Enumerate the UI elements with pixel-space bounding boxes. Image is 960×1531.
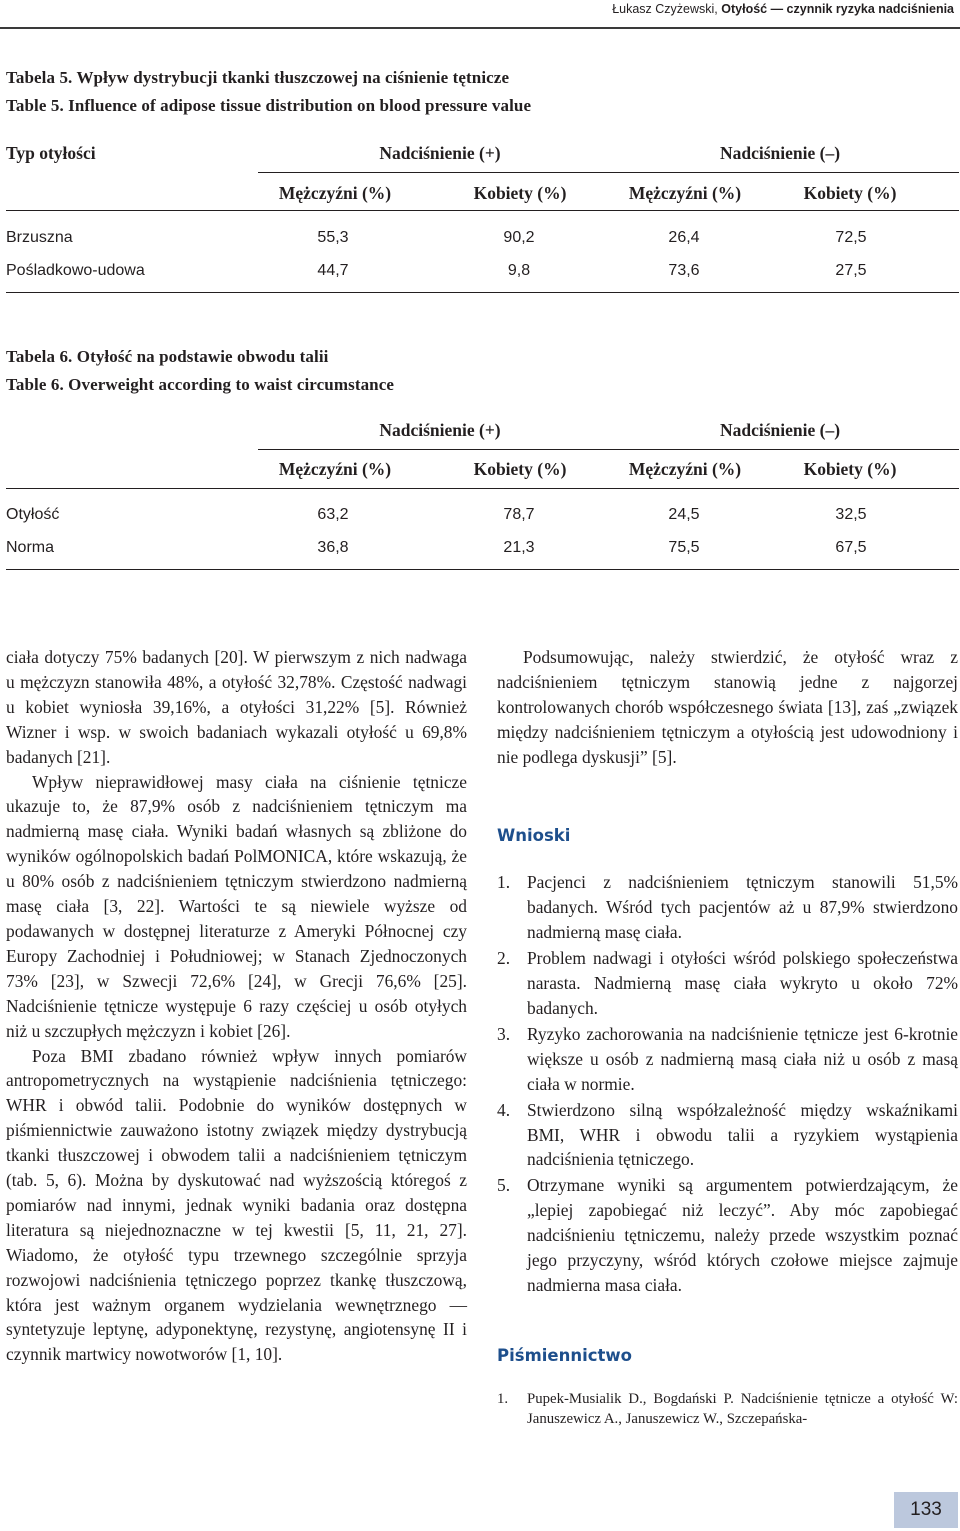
references-heading: Piśmiennictwo xyxy=(497,1345,633,1365)
table5-bottom-rule xyxy=(6,292,959,293)
table5-cell: 55,3 xyxy=(317,229,349,246)
list-number: 2. xyxy=(497,948,511,969)
table5-header-rule xyxy=(258,172,959,173)
table6-caption-en: Table 6. Overweight according to waist circumstance xyxy=(6,375,395,394)
table6-cell: 36,8 xyxy=(317,539,349,556)
list-number: 1. xyxy=(497,872,511,893)
list-number: 3. xyxy=(497,1023,511,1044)
table5-cell: 27,5 xyxy=(835,262,867,279)
list-item xyxy=(497,1173,958,1298)
body-left-column xyxy=(6,645,467,1367)
list-number: 5. xyxy=(497,1175,511,1196)
table5-cell: 26,4 xyxy=(668,229,700,246)
table6-cell: 24,5 xyxy=(668,506,700,523)
table6-header-rule xyxy=(258,449,959,450)
table5-row-label: Pośladkowo-udowa xyxy=(6,262,145,279)
table6-cell: 75,5 xyxy=(668,539,700,556)
table5-caption-pl: Tabela 5. Wpływ dystrybucji tkanki tłuszczowej na ciśnienie tętnicze xyxy=(6,68,510,87)
table6-bottom-rule xyxy=(6,569,959,570)
list-item xyxy=(497,1022,958,1097)
list-item xyxy=(497,870,958,945)
paragraph: ciała dotyczy 75% badanych [20]. W pierwszym z nich nadwaga u mężczyzn stanowiła 48%, a otyłość 32,78%. Częstość nadwagi u kobiet wyniosła 39,16%, a otyłości 31,22% [5]. Również Wizner i wsp. w swoich badaniach wykazali otyłość u 69,8% badanych [21]. xyxy=(6,647,467,767)
paragraph: Podsumowując, należy stwierdzić, że otyłość wraz z nadciśnieniem tętniczym stanowią jedne z najgorzej kontrolowanych chorób współczesnego świata [13], zaś „związek między nadciśnieniem tętniczym a otyłością jest udowodniony i nie podlega dyskusji” [5]. xyxy=(497,647,958,767)
table5-cell: 44,7 xyxy=(317,262,349,279)
table6-sub-k-neg: Kobiety (%) xyxy=(803,459,897,479)
table6-caption-pl: Tabela 6. Otyłość na podstawie obwodu talii xyxy=(6,347,329,366)
paragraph: Wpływ nieprawidłowej masy ciała na ciśnienie tętnicze ukazuje to, że 87,9% osób z nadciśnieniem tętniczym ma nadmierną masę ciała. Wyniki badań własnych są zbliżone do wyników ogólnopolskich badań PolMONICA, które wskazują, że u 80% osób z nadciśnieniem tętniczym stwierdzono nadmierną masę ciała [3, 22]. Wartości te są niewiele wyższe od podawanych w dostępnej literaturze z Ameryki Północnej czy Europy Zachodniej i Południowej; w Stanach Zjednoczonych 73% [23], w Szwecji 72,6% [24], w Grecji 76,6% [25]. Nadciśnienie tętnicze występuje 6 razy częściej u osób otyłych niż u szczupłych mężczyzn i kobiet [26]. xyxy=(6,771,467,1041)
table5-sub-m-pos: Mężczyźni (%) xyxy=(278,183,392,203)
table5-row-label: Brzuszna xyxy=(6,229,73,246)
header-title: Otyłość — czynnik ryzyka nadciśnienia xyxy=(721,2,954,16)
list-text: Ryzyko zachorowania na nadciśnienie tętnicze jest 6-krotnie większe u osób z nadmierną masą ciała niż u osób z masą ciała w normie. xyxy=(527,1023,958,1094)
list-text: Pacjenci z nadciśnieniem tętniczym stanowili 51,5% badanych. Wśród tych pacjentów aż u 87,9% stwierdzono nadmierną masę ciała. xyxy=(527,872,958,943)
table5-sub-k-pos: Kobiety (%) xyxy=(473,183,567,203)
table5-cell: 9,8 xyxy=(507,262,531,279)
table6-cell: 63,2 xyxy=(317,506,349,523)
table6-sub-m-pos: Mężczyźni (%) xyxy=(278,459,392,479)
table5-body-rule xyxy=(6,210,959,211)
table6-group-pos: Nadciśnienie (+) xyxy=(379,420,501,440)
table5-caption-en: Table 5. Influence of adipose tissue distribution on blood pressure value xyxy=(6,96,532,115)
body-right-column xyxy=(497,645,958,1429)
table5-group-pos: Nadciśnienie (+) xyxy=(379,143,501,163)
list-item xyxy=(497,1098,958,1173)
list-text: Problem nadwagi i otyłości wśród polskiego społeczeństwa narasta. Nadmierną masę ciała wykryto u około 72% badanych. xyxy=(527,948,958,1018)
table5-cell: 72,5 xyxy=(835,229,867,246)
table6-row-label: Otyłość xyxy=(6,506,60,523)
paragraph: Poza BMI zbadano również wpływ innych pomiarów antropometrycznych na wystąpienie nadciśnienia tętniczego: WHR i obwód talii. Podobnie do wyników dostępnych w piśmiennictwie zauważono istotny związek między dystrybucją tkanki tłuszczowej i obwodem talii a nadciśnieniem tętniczym (tab. 5, 6). Można by dyskutować nad wyższością któregoś z pomiarów nad innymi, jednak wyniki badania oraz dostępna literatura są niejednoznaczne w tej kwestii [5, 11, 21, 27]. Wiadomo, że otyłość typu trzewnego szczególnie sprzyja rozwojowi nadciśnienia tętniczego poprzez tkankę tłuszczową, która jest ważnym organem wydzielania wewnętrznego — syntetyzuje leptynę, adyponektynę, rezystynę, angiotensynę II i czynnik martwicy nowotworów [1, 10]. xyxy=(6,1045,467,1365)
reference-text: Pupek-Musialik D., Bogdański P. Nadciśnienie tętnicze a otyłość W: Januszewicz A., Januszewicz W., Szczepańska- xyxy=(527,1390,958,1427)
list-number: 4. xyxy=(497,1099,511,1120)
page-number: 133 xyxy=(894,1492,958,1528)
table6-cell: 21,3 xyxy=(503,539,535,556)
list-item xyxy=(497,946,958,1021)
table5-cell: 73,6 xyxy=(668,262,700,279)
table6-cell: 67,5 xyxy=(835,539,867,556)
table6-cell: 32,5 xyxy=(835,506,867,523)
conclusions-heading: Wnioski xyxy=(497,825,571,845)
running-header xyxy=(612,2,954,16)
table5-col-label: Typ otyłości xyxy=(6,143,96,163)
list-text: Stwierdzono silną współzależność między wskaźnikami BMI, WHR i obwodu talii a ryzykiem wystąpienia nadciśnienia tętniczego. xyxy=(527,1099,958,1170)
table6-group-neg: Nadciśnienie (–) xyxy=(719,420,841,440)
table6-sub-k-pos: Kobiety (%) xyxy=(473,459,567,479)
table6-row-label: Norma xyxy=(6,539,55,556)
table5-sub-m-neg: Mężczyźni (%) xyxy=(628,183,742,203)
header-rule xyxy=(0,27,960,29)
table5-cell: 90,2 xyxy=(503,229,535,246)
table6-sub-m-neg: Mężczyźni (%) xyxy=(628,459,742,479)
table5-sub-k-neg: Kobiety (%) xyxy=(803,183,897,203)
references-list xyxy=(497,1389,958,1429)
list-text: Otrzymane wyniki są argumentem potwierdzającym, że „lepiej zapobiegać niż leczyć”. Aby móc zapobiegać nadciśnieniu tętniczemu, należy przede wszystkim poznać jego przyczyny, wśród których czołowe miejsce zajmuje nadmierna masa ciała. xyxy=(527,1175,958,1295)
table6-cell: 78,7 xyxy=(503,506,535,523)
conclusions-list xyxy=(497,870,958,1297)
header-authors: Łukasz Czyżewski, xyxy=(612,2,718,16)
table6-body-rule xyxy=(6,488,959,489)
reference-number: 1. xyxy=(497,1390,509,1407)
reference-item xyxy=(497,1389,958,1429)
table5-group-neg: Nadciśnienie (–) xyxy=(719,143,841,163)
